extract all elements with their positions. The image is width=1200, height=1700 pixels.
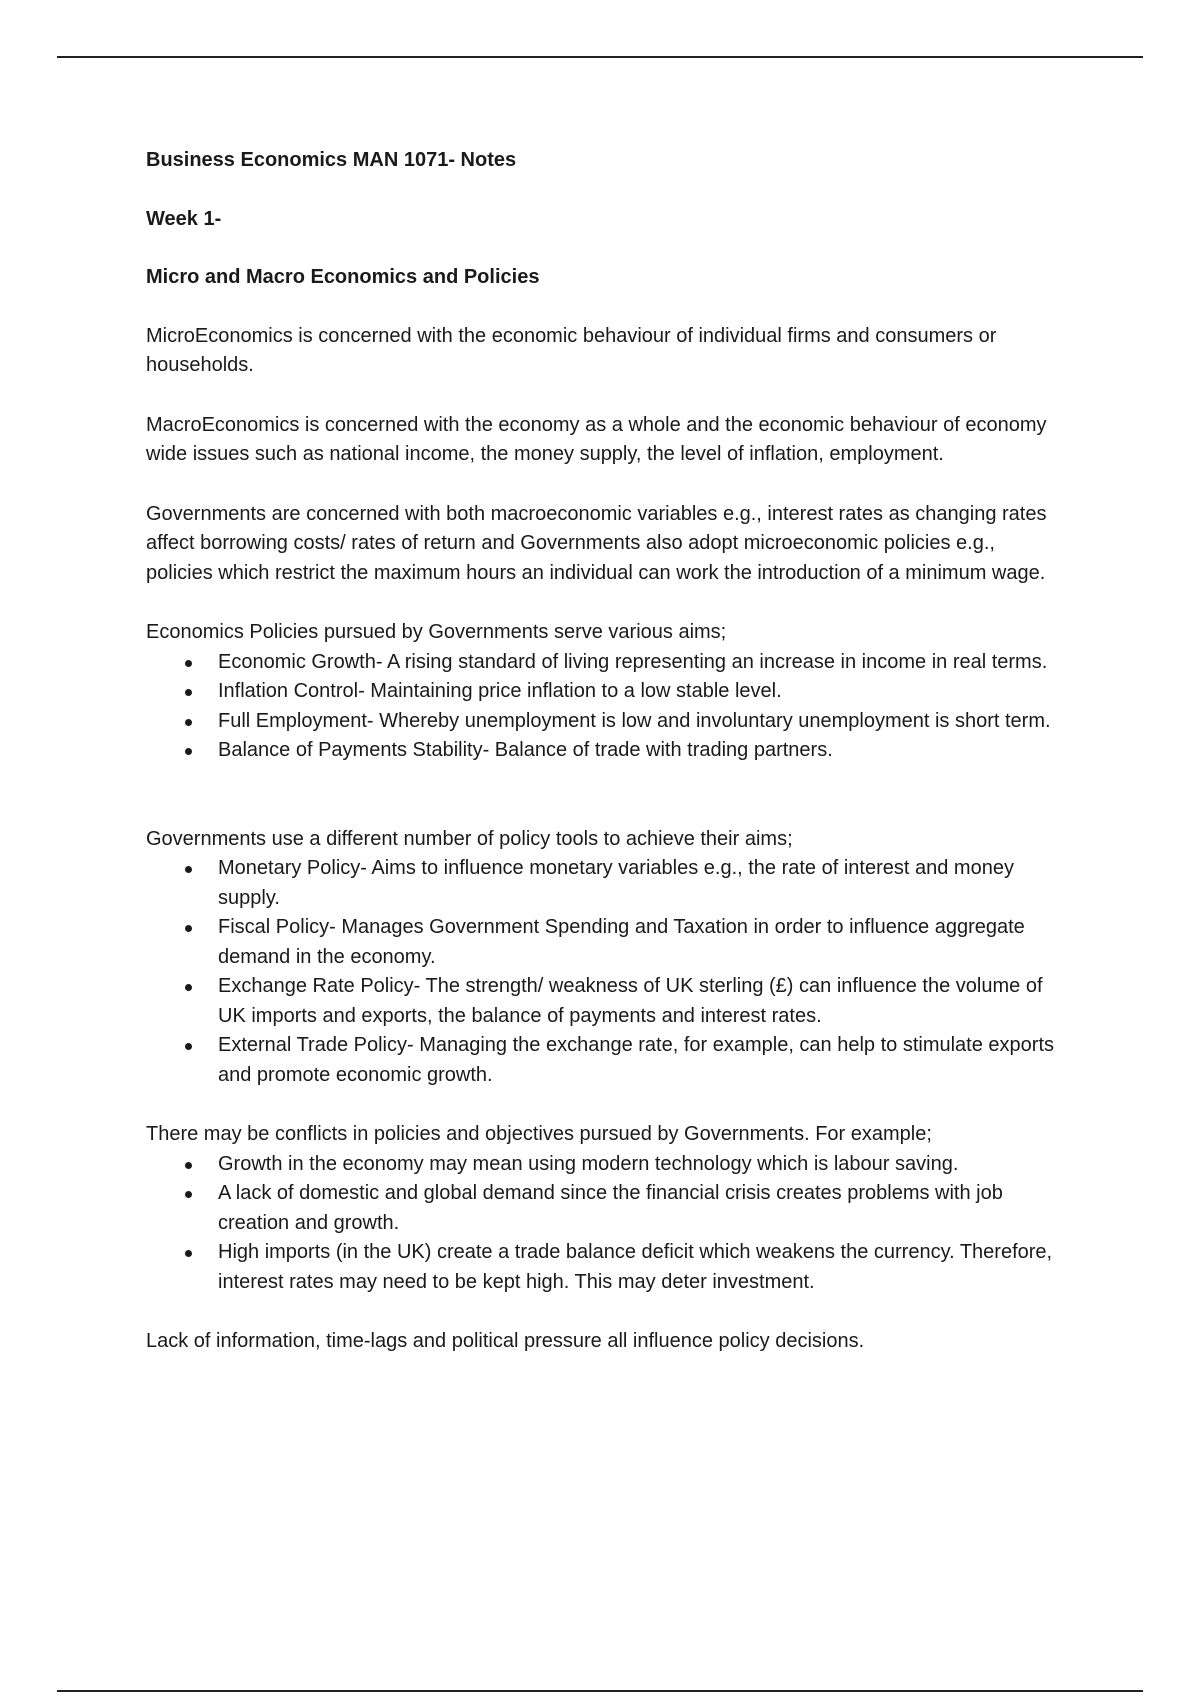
list-item (146, 648, 1066, 678)
list-item (146, 854, 1066, 913)
list-item (146, 1238, 1066, 1297)
list-item (146, 677, 1066, 707)
bullet-icon (185, 925, 192, 932)
governments-paragraph: Governments are concerned with both macroeconomic variables e.g., interest rates as changing rates affect borrowing costs/ rates of return and Governments also adopt microeconomic policies e.g., policies which restrict the maximum hours an individual can work the introduction of a minimum wage. (146, 502, 1047, 584)
list-item-text: Monetary Policy- Aims to influence monetary variables e.g., the rate of interest and money supply. (218, 857, 1014, 909)
tools-list (146, 854, 1066, 1090)
list-item-text: Balance of Payments Stability- Balance of trade with trading partners. (218, 739, 833, 761)
aims-intro: Economics Policies pursued by Governments serve various aims; (146, 621, 727, 643)
bullet-icon (185, 1191, 192, 1198)
bullet-icon (185, 1162, 192, 1169)
bullet-icon (185, 1043, 192, 1050)
bottom-rule (57, 1690, 1143, 1692)
week-heading: Week 1- (146, 207, 222, 230)
closing-paragraph: Lack of information, time-lags and political pressure all influence policy decisions. (146, 1330, 865, 1352)
micro-paragraph: MicroEconomics is concerned with the economic behaviour of individual firms and consumers or households. (146, 324, 997, 376)
aims-list (146, 648, 1066, 766)
list-item-text: External Trade Policy- Managing the exchange rate, for example, can help to stimulate exports and promote economic growth. (218, 1034, 1055, 1086)
document-body (146, 146, 1066, 1387)
bullet-icon (185, 748, 192, 755)
aims-section (146, 618, 1066, 766)
list-item (146, 1179, 1066, 1238)
document-title: Business Economics MAN 1071- Notes (146, 149, 517, 171)
list-item-text: Inflation Control- Maintaining price inflation to a low stable level. (218, 680, 782, 702)
topic-heading: Micro and Macro Economics and Policies (146, 266, 540, 288)
bullet-icon (185, 660, 192, 667)
list-item-text: Economic Growth- A rising standard of living representing an increase in income in real terms. (218, 650, 1048, 673)
list-item-text: Exchange Rate Policy- The strength/ weakness of UK sterling (£) can influence the volume of UK imports and exports, the balance of payments and interest rates. (218, 975, 1043, 1027)
list-item-text: Full Employment- Whereby unemployment is low and involuntary unemployment is short term. (218, 709, 1051, 732)
bullet-icon (185, 866, 192, 873)
bullet-icon (185, 984, 192, 991)
tools-intro: Governments use a different number of policy tools to achieve their aims; (146, 827, 793, 850)
macro-paragraph: MacroEconomics is concerned with the economy as a whole and the economic behaviour of economy wide issues such as national income, the money supply, the level of inflation, employment. (146, 413, 1047, 465)
list-item-text: High imports (in the UK) create a trade balance deficit which weakens the currency. Therefore, interest rates may need to be kept high. This may deter investment. (218, 1241, 1053, 1293)
conflicts-intro: There may be conflicts in policies and objectives pursued by Governments. For example; (146, 1123, 932, 1145)
top-rule (57, 56, 1143, 58)
tools-section (146, 825, 1066, 1091)
bullet-icon (185, 1250, 192, 1257)
list-item-text: Growth in the economy may mean using modern technology which is labour saving. (218, 1152, 959, 1175)
list-item (146, 736, 1066, 766)
list-item (146, 707, 1066, 737)
list-item (146, 913, 1066, 972)
bullet-icon (185, 689, 192, 696)
conflicts-section (146, 1120, 1066, 1297)
list-item-text: A lack of domestic and global demand since the financial crisis creates problems with job creation and growth. (218, 1182, 1003, 1234)
list-item (146, 1150, 1066, 1180)
bullet-icon (185, 719, 192, 726)
list-item (146, 972, 1066, 1031)
list-item-text: Fiscal Policy- Manages Government Spending and Taxation in order to influence aggregate demand in the economy. (218, 916, 1025, 968)
conflicts-list (146, 1150, 1066, 1298)
list-item (146, 1031, 1066, 1090)
